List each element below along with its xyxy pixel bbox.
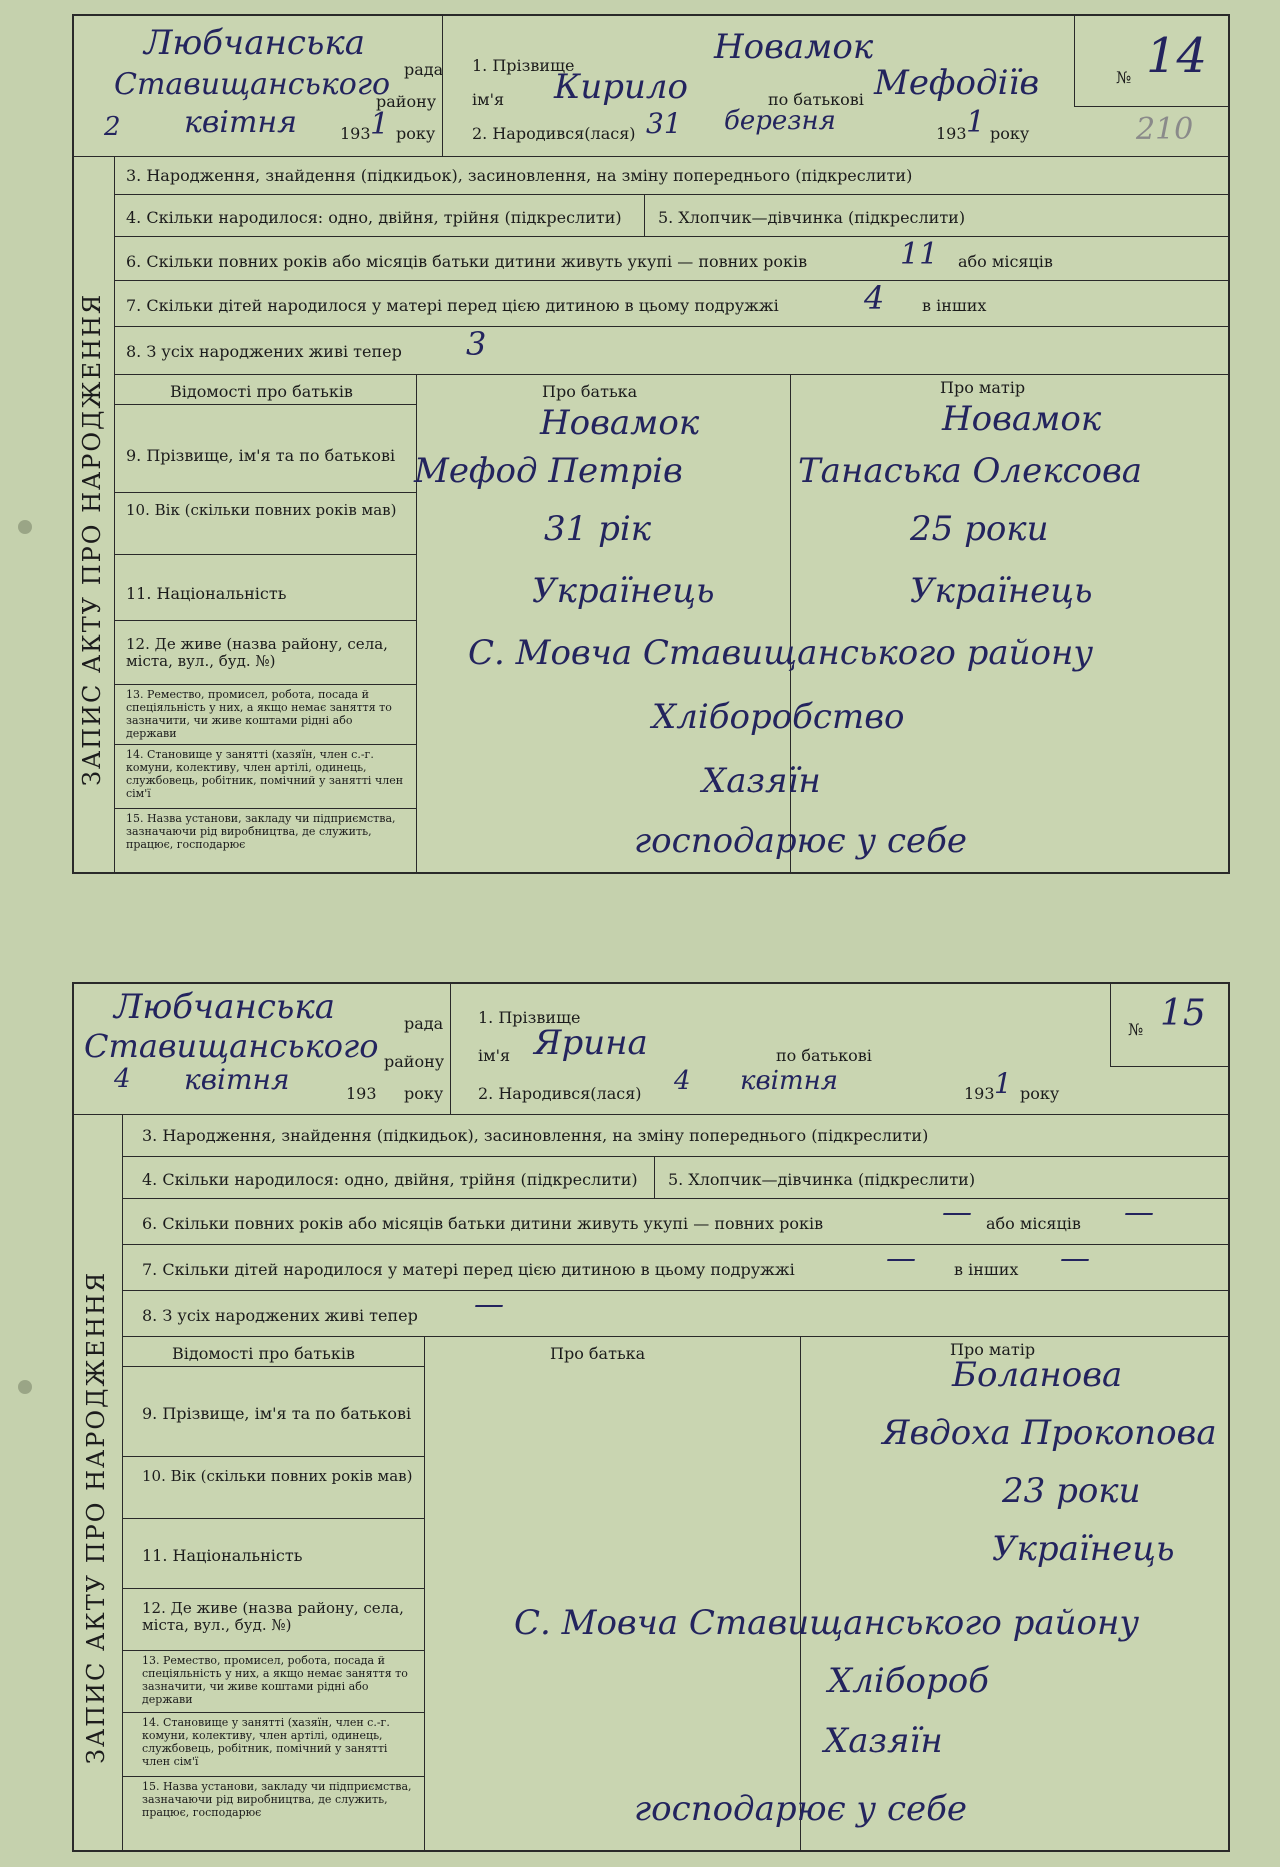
district-label: району: [384, 1052, 445, 1071]
reg-year-label: 193: [340, 124, 371, 143]
row-7-value: —: [886, 1241, 916, 1276]
row-8-label: 8. З усіх народжених живі тепер: [126, 342, 402, 361]
row-14-label: 14. Становище у занятті (хазяїн, член с.-г. комуни, колективу, член артілі, одинець, службовець, робітник, помічний у занятті член сім'ї: [142, 1716, 390, 1768]
mother-surname: Боланова: [952, 1355, 1123, 1395]
row-4-label: 4. Скільки народилося: одно, двійня, трійня (підкреслити): [142, 1170, 638, 1189]
occupation: Хліборобство: [652, 697, 905, 737]
residence: С. Мовча Ставищанського району: [468, 633, 1094, 673]
mother-nationality: Українець: [992, 1529, 1175, 1569]
born-day: 4: [674, 1066, 691, 1096]
row-7-label: 7. Скільки дітей народилося у матері перед цією дитиною в цьому подружжі: [142, 1260, 795, 1279]
birth-record-15: [72, 982, 1230, 1852]
row-10-label: 10. Вік (скільки повних років мав): [142, 1467, 413, 1485]
council-label: рада: [404, 1014, 444, 1033]
row-8-value: —: [474, 1287, 504, 1322]
reg-day: 4: [114, 1064, 131, 1094]
mother-name: Танаська Олексова: [798, 451, 1143, 491]
table-col-father: Про батька: [550, 1344, 646, 1363]
born-year-fill: 1: [966, 105, 986, 140]
born-label: 2. Народився(лася): [472, 124, 636, 143]
binding-hole: [18, 520, 32, 534]
born-year-word: року: [1020, 1084, 1060, 1103]
table-col-0: Відомості про батьків: [172, 1344, 355, 1363]
position: Хазяїн: [702, 761, 821, 801]
row-8-label: 8. З усіх народжених живі тепер: [142, 1306, 418, 1325]
row-14-label: 14. Становище у занятті (хазяїн, член с.-г. комуни, колективу, член артілі, одинець, службовець, робітник, помічний у занятті член сім'ї: [126, 748, 404, 800]
row-11-label: 11. Національність: [126, 584, 287, 603]
father-surname: Новамок: [540, 403, 700, 443]
table-col-mother: Про матір: [940, 378, 1026, 397]
name-label: ім'я: [472, 90, 505, 109]
row-4-label: 4. Скільки народилося: одно, двійня, трійня (підкреслити): [126, 208, 622, 227]
born-month: квітня: [740, 1066, 838, 1096]
table-col-0: Відомості про батьків: [170, 382, 353, 401]
council-value: Любчанська: [144, 23, 365, 63]
row-11-label: 11. Національність: [142, 1546, 303, 1565]
surname-label: 1. Прізвище: [472, 56, 575, 75]
name-label: ім'я: [478, 1046, 511, 1065]
reg-year-word: року: [396, 124, 436, 143]
reg-month: квітня: [184, 1063, 290, 1096]
side-title: ЗАПИС АКТУ ПРО НАРОДЖЕННЯ: [78, 292, 106, 786]
born-year-label: 193: [936, 124, 967, 143]
row-6-label: 6. Скільки повних років або місяців батьки дитини живуть укупі — повних років: [126, 252, 808, 271]
born-month: березня: [724, 106, 836, 136]
position: Хазяїн: [824, 1721, 943, 1761]
row-5-label: 5. Хлопчик—дівчинка (підкреслити): [658, 208, 966, 227]
mother-surname: Новамок: [942, 399, 1102, 439]
row-15-label: 15. Назва установи, закладу чи підприємства, зазначаючи рід виробництва, де служить, працює, господарює: [142, 1780, 412, 1819]
binding-hole: [18, 1380, 32, 1394]
born-year-label: 193: [964, 1084, 995, 1103]
record-number: 14: [1146, 28, 1208, 84]
council-value: Любчанська: [114, 987, 335, 1027]
mother-age: 23 роки: [1002, 1471, 1141, 1511]
row-7-other-label: в інших: [922, 296, 987, 315]
row-9-label: 9. Прізвище, ім'я та по батькові: [126, 446, 396, 465]
reg-year-label: 193: [346, 1084, 377, 1103]
row-15-label: 15. Назва установи, закладу чи підприємства, зазначаючи рід виробництва, де служить, працює, господарює: [126, 812, 396, 851]
born-year-fill: 1: [994, 1067, 1012, 1100]
child-name: Ярина: [534, 1023, 648, 1063]
born-year-word: року: [990, 124, 1030, 143]
row-7-other: —: [1060, 1241, 1090, 1276]
child-surname: Новамок: [714, 27, 874, 67]
workplace: господарює у себе: [634, 1789, 967, 1829]
reg-day: 2: [104, 112, 121, 142]
row-9-label: 9. Прізвище, ім'я та по батькові: [142, 1404, 412, 1423]
side-title: ЗАПИС АКТУ ПРО НАРОДЖЕННЯ: [82, 1270, 110, 1764]
mother-name: Явдоха Прокопова: [882, 1413, 1217, 1453]
mother-nationality: Українець: [910, 571, 1093, 611]
reg-year-word: року: [404, 1084, 444, 1103]
row-8-value: 3: [466, 325, 487, 363]
reg-year-fill: 1: [370, 107, 390, 142]
residence: С. Мовча Ставищанського району: [514, 1603, 1140, 1643]
council-label: рада: [404, 60, 444, 79]
father-name: Мефод Петрів: [414, 451, 683, 491]
patronymic-label: по батькові: [776, 1046, 872, 1065]
record-no-label: №: [1116, 68, 1132, 87]
row-7-other-label: в інших: [954, 1260, 1019, 1279]
born-day: 31: [646, 107, 682, 140]
father-nationality: Українець: [532, 571, 715, 611]
district-value: Ставищанського: [84, 1027, 379, 1065]
row-12-label: 12. Де живе (назва району, села, міста, вул., буд. №): [126, 635, 388, 670]
mother-age: 25 роки: [910, 509, 1049, 549]
surname-label: 1. Прізвище: [478, 1008, 581, 1027]
table-col-father: Про батька: [542, 382, 638, 401]
row-6-months-label: або місяців: [986, 1214, 1081, 1233]
row-3-label: 3. Народження, знайдення (підкидьок), засиновлення, на зміну попереднього (підкреслити): [142, 1126, 929, 1145]
row-13-label: 13. Ремество, промисел, робота, посада й спеціяльність у них, а якщо немає заняття то зазначити, чи живе коштами рідні або держави: [126, 688, 392, 740]
reg-month: квітня: [184, 105, 298, 140]
record-no-label: №: [1128, 1020, 1144, 1039]
occupation: Хлібороб: [828, 1661, 989, 1701]
row-7-value: 4: [864, 279, 885, 317]
row-10-label: 10. Вік (скільки повних років мав): [126, 501, 397, 519]
workplace: господарює у себе: [634, 821, 967, 861]
table-col-mother: Про матір: [950, 1340, 1036, 1359]
row-7-label: 7. Скільки дітей народилося у матері перед цією дитиною в цьому подружжі: [126, 296, 779, 315]
row-3-label: 3. Народження, знайдення (підкидьок), засиновлення, на зміну попереднього (підкреслити): [126, 166, 913, 185]
row-6-months: —: [1124, 1195, 1154, 1230]
patronymic-label: по батькові: [768, 90, 864, 109]
pencil-annotation: 210: [1136, 112, 1194, 147]
district-label: району: [376, 92, 437, 111]
father-age: 31 рік: [544, 509, 652, 549]
row-12-label: 12. Де живе (назва району, села, міста, вул., буд. №): [142, 1599, 404, 1634]
district-value: Ставищанського: [114, 67, 391, 102]
record-number: 15: [1160, 993, 1206, 1034]
row-5-label: 5. Хлопчик—дівчинка (підкреслити): [668, 1170, 976, 1189]
row-6-label: 6. Скільки повних років або місяців батьки дитини живуть укупі — повних років: [142, 1214, 824, 1233]
row-6-years: 11: [900, 237, 939, 272]
born-label: 2. Народився(лася): [478, 1084, 642, 1103]
child-patronymic: Мефодіїв: [874, 63, 1040, 103]
row-6-years: —: [942, 1195, 972, 1230]
row-6-months-label: або місяців: [958, 252, 1053, 271]
child-name: Кирило: [554, 67, 688, 107]
birth-record-14: [72, 14, 1230, 874]
row-13-label: 13. Ремество, промисел, робота, посада й спеціяльність у них, а якщо немає заняття то зазначити, чи живе коштами рідні або держави: [142, 1654, 408, 1706]
